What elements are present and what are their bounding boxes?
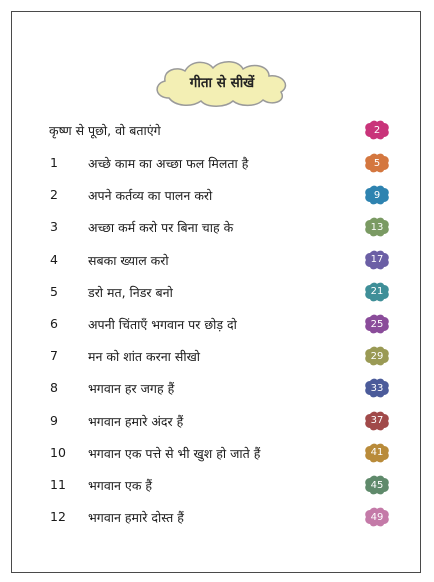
toc-entry[interactable]: [12, 475, 422, 497]
toc-entry[interactable]: [12, 378, 422, 400]
page-number: 25: [370, 318, 384, 330]
page-badge: [364, 120, 390, 140]
page-badge: [364, 217, 390, 237]
page-number: 13: [370, 221, 384, 233]
page-badge: [364, 346, 390, 366]
page-number: 37: [370, 415, 384, 427]
toc-entry[interactable]: [12, 443, 422, 465]
chapter-title: भगवान एक हैं: [88, 478, 153, 493]
chapter-number: 10: [50, 444, 66, 460]
page-number: 5: [373, 157, 381, 169]
chapter-number: 6: [50, 316, 58, 331]
toc-entry[interactable]: [12, 346, 422, 368]
chapter-number: 7: [50, 348, 58, 364]
toc-entry[interactable]: [12, 185, 422, 207]
toc-entry[interactable]: [12, 153, 422, 175]
chapter-number: 9: [50, 412, 58, 428]
page-badge: [364, 475, 390, 495]
toc-intro-row[interactable]: [12, 120, 422, 142]
chapter-title: अपनी चिंताएँ भगवान पर छोड़ दो: [88, 317, 237, 332]
chapter-title: भगवान हमारे दोस्त हैं: [88, 510, 184, 526]
page-number: 2: [373, 124, 381, 136]
page-badge: [364, 314, 390, 334]
chapter-number: 12: [50, 509, 66, 525]
toc-entry[interactable]: [12, 250, 422, 272]
page-number: 41: [370, 447, 384, 459]
page-number: 45: [370, 479, 384, 491]
chapter-number: 8: [50, 380, 58, 396]
page-badge: [364, 507, 390, 527]
toc-entry[interactable]: [12, 411, 422, 433]
page-number: 29: [370, 350, 384, 362]
toc-entry[interactable]: [12, 217, 422, 239]
chapter-number: 5: [50, 283, 58, 299]
page-badge: [364, 185, 390, 205]
chapter-title: भगवान एक पत्ते से भी खुश हो जाते हैं: [88, 445, 261, 461]
page-badge: [364, 411, 390, 431]
page-number: 17: [370, 254, 384, 266]
chapter-title: मन को शांत करना सीखो: [88, 349, 201, 365]
chapter-title: भगवान हमारे अंदर हैं: [88, 413, 184, 429]
page-badge: [364, 443, 390, 463]
chapter-title: सबका ख्याल करो: [88, 252, 169, 268]
page-number: 9: [373, 189, 381, 201]
page-badge: [364, 153, 390, 173]
toc-entry[interactable]: [12, 507, 422, 529]
page-badge: [364, 282, 390, 302]
page-badge: [364, 250, 390, 270]
title-cloud: [147, 54, 297, 110]
chapter-number: 3: [50, 219, 58, 235]
toc-entry[interactable]: [12, 314, 422, 336]
page-title: गीता से सीखें: [189, 75, 255, 91]
page-number: 21: [370, 286, 384, 298]
toc-page: [11, 11, 421, 573]
chapter-title: अच्छे काम का अच्छा फल मिलता है: [88, 156, 249, 171]
toc-entry[interactable]: [12, 282, 422, 304]
toc-intro-title: कृष्ण से पूछो, वो बताएंगे: [49, 123, 161, 138]
chapter-title: भगवान हर जगह हैं: [88, 381, 175, 397]
chapter-title: अपने कर्तव्य का पालन करो: [88, 188, 213, 204]
chapter-number: 4: [50, 251, 58, 267]
chapter-number: 1: [50, 155, 58, 170]
page-number: 33: [370, 382, 384, 394]
page-badge: [364, 378, 390, 398]
chapter-title: डरो मत, निडर बनो: [88, 284, 173, 300]
chapter-title: अच्छा कर्म करो पर बिना चाह के: [88, 220, 234, 236]
chapter-number: 11: [50, 477, 66, 492]
chapter-number: 2: [50, 187, 58, 203]
page-number: 49: [370, 511, 384, 523]
